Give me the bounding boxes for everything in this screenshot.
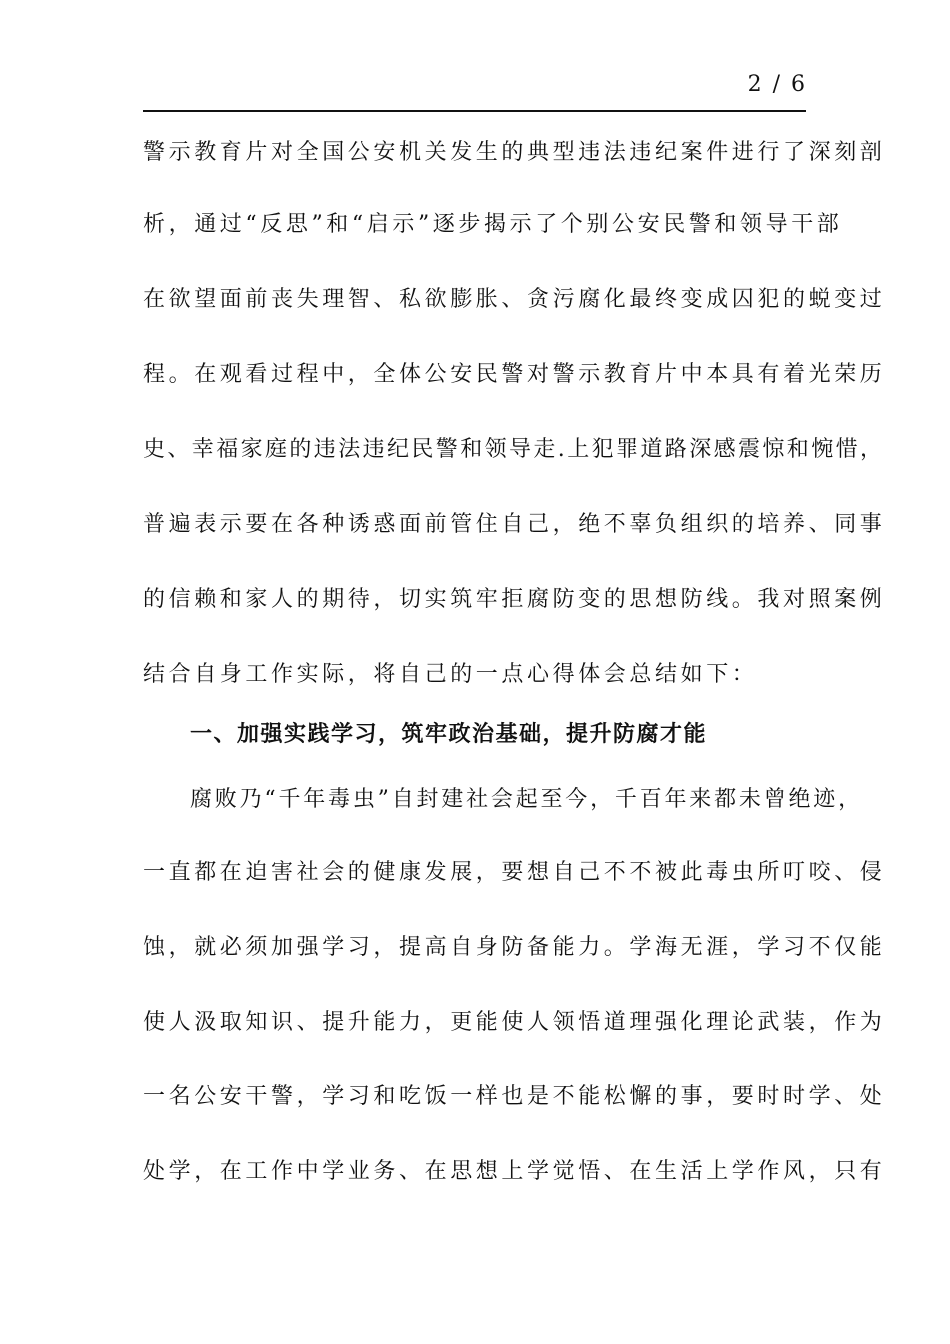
paragraph-line: 一直都在迫害社会的健康发展，要想自己不不被此毒虫所叮咬、侵: [143, 860, 886, 885]
paragraph-line: 的信赖和家人的期待，切实筑牢拒腐防变的思想防线。我对照案例: [143, 587, 886, 612]
paragraph-line: 处学，在工作中学业务、在思想上学觉悟、在生活上学作风，只有: [143, 1159, 886, 1184]
page-number: 2 / 6: [747, 72, 807, 97]
paragraph-line: 结合自身工作实际，将自己的一点心得体会总结如下：: [143, 662, 758, 687]
paragraph-line: 蚀，就必须加强学习，提高自身防备能力。学海无涯，学习不仅能: [143, 935, 886, 960]
paragraph-line: 腐败乃“千年毒虫”自封建社会起至今，千百年来都未曾绝迹，: [190, 787, 863, 812]
header-rule: [143, 110, 806, 112]
paragraph-line: 警示教育片对全国公安机关发生的典型违法违纪案件进行了深刻剖: [143, 140, 886, 165]
paragraph-line: 程。在观看过程中，全体公安民警对警示教育片中本具有着光荣历: [143, 362, 886, 387]
section-heading: 一、加强实践学习，筑牢政治基础，提升防腐才能: [190, 722, 708, 747]
paragraph-line: 一名公安干警，学习和吃饭一样也是不能松懈的事，要时时学、处: [143, 1084, 886, 1109]
paragraph-line: 普遍表示要在各种诱惑面前管住自己，绝不辜负组织的培养、同事: [143, 512, 886, 537]
paragraph-line: 析，通过“反思”和“启示”逐步揭示了个别公安民警和领导干部: [143, 212, 843, 237]
paragraph-line: 在欲望面前丧失理智、私欲膨胀、贪污腐化最终变成囚犯的蜕变过: [143, 287, 886, 312]
paragraph-line: 使人汲取知识、提升能力，更能使人领悟道理强化理论武装，作为: [143, 1010, 886, 1035]
paragraph-line: 史、幸福家庭的违法违纪民警和领导走.上犯罪道路深感震惊和惋惜，: [143, 437, 885, 462]
